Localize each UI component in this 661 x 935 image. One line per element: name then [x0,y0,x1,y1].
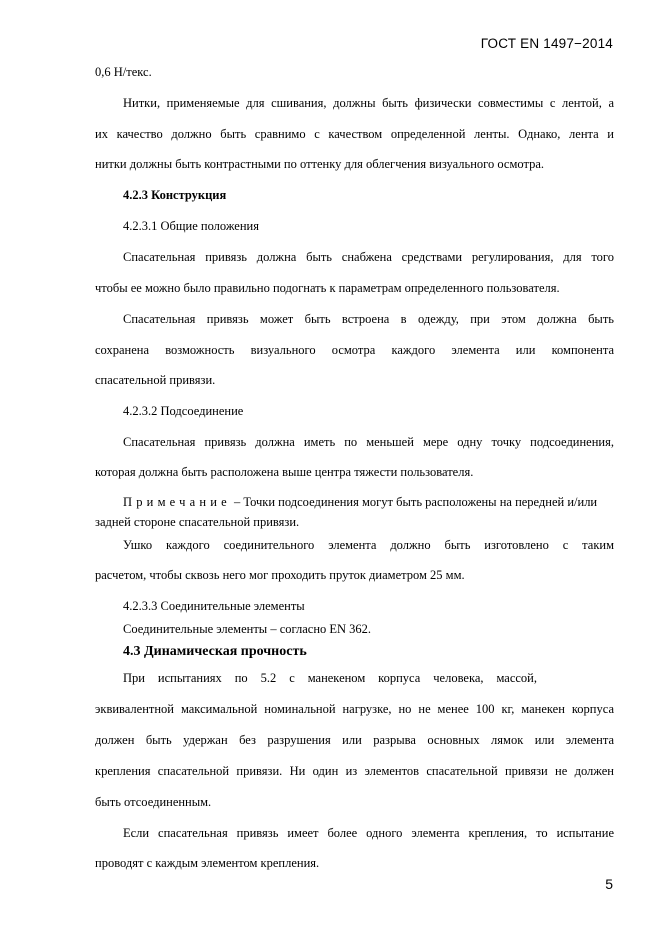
note-text: – Точки подсоединения могут быть расположены на передней и/или [230,495,598,509]
section-heading-4-2-3: 4.2.3 Конструкция [123,188,227,202]
subsection-heading-4-2-3-1: 4.2.3.1 Общие положения [123,219,259,233]
document-header-code: ГОСТ EN 1497−2014 [480,36,613,51]
text-line: 0,6 Н/текс. [95,65,152,79]
text-line: При испытаниях по 5.2 с манекеном корпуса человека, массой, [123,671,537,685]
text-line: чтобы ее можно было правильно подогнать к параметрам определенного пользователя. [95,281,560,295]
text-line: которая должна быть расположена выше центра тяжести пользователя. [95,465,474,479]
text-line: нитки должны быть контрастными по оттенку для облегчения визуального осмотра. [95,157,544,171]
subsection-heading-4-2-3-2: 4.2.3.2 Подсоединение [123,404,244,418]
text-line: Ушко каждого соединительного элемента должно быть изготовлено с таким [123,538,614,552]
text-line: расчетом, чтобы сквозь него мог проходить пруток диаметром 25 мм. [95,568,465,582]
text-line: проводят с каждым элементом крепления. [95,856,320,870]
text-line: эквивалентной максимальной номинальной нагрузке, но не менее 100 кг, манекен корпуса [95,702,614,716]
section-heading-4-3: 4.3 Динамическая прочность [123,644,307,659]
text-line: Нитки, применяемые для сшивания, должны быть физически совместимы с лентой, а [123,96,614,110]
page-number: 5 [605,876,613,892]
text-line: Спасательная привязь может быть встроена в одежду, при этом должна быть [123,312,614,326]
text-line: их качество должно быть сравнимо с качеством определенной ленты. Однако, лента и [95,127,614,141]
subsection-heading-4-2-3-3: 4.2.3.3 Соединительные элементы [123,599,305,613]
text-line: задней стороне спасательной привязи. [95,515,300,529]
text-line: Спасательная привязь должна быть снабжена средствами регулирования, для того [123,250,614,264]
text-line: сохранена возможность визуального осмотра каждого элемента или компонента [95,343,614,357]
text-line: Соединительные элементы – согласно EN 362. [123,622,372,636]
note-label: Примечание [123,495,231,509]
text-line: крепления спасательной привязи. Ни один из элементов спасательной привязи не должен [95,764,614,778]
text-line: Если спасательная привязь имеет более одного элемента крепления, то испытание [123,826,614,840]
text-line: Спасательная привязь должна иметь по меньшей мере одну точку подсоединения, [123,435,614,449]
note-line [123,494,614,510]
text-line: быть отсоединенным. [95,795,212,809]
text-line: должен быть удержан без разрушения или разрыва основных лямок или элемента [95,733,614,747]
text-line: спасательной привязи. [95,373,216,387]
